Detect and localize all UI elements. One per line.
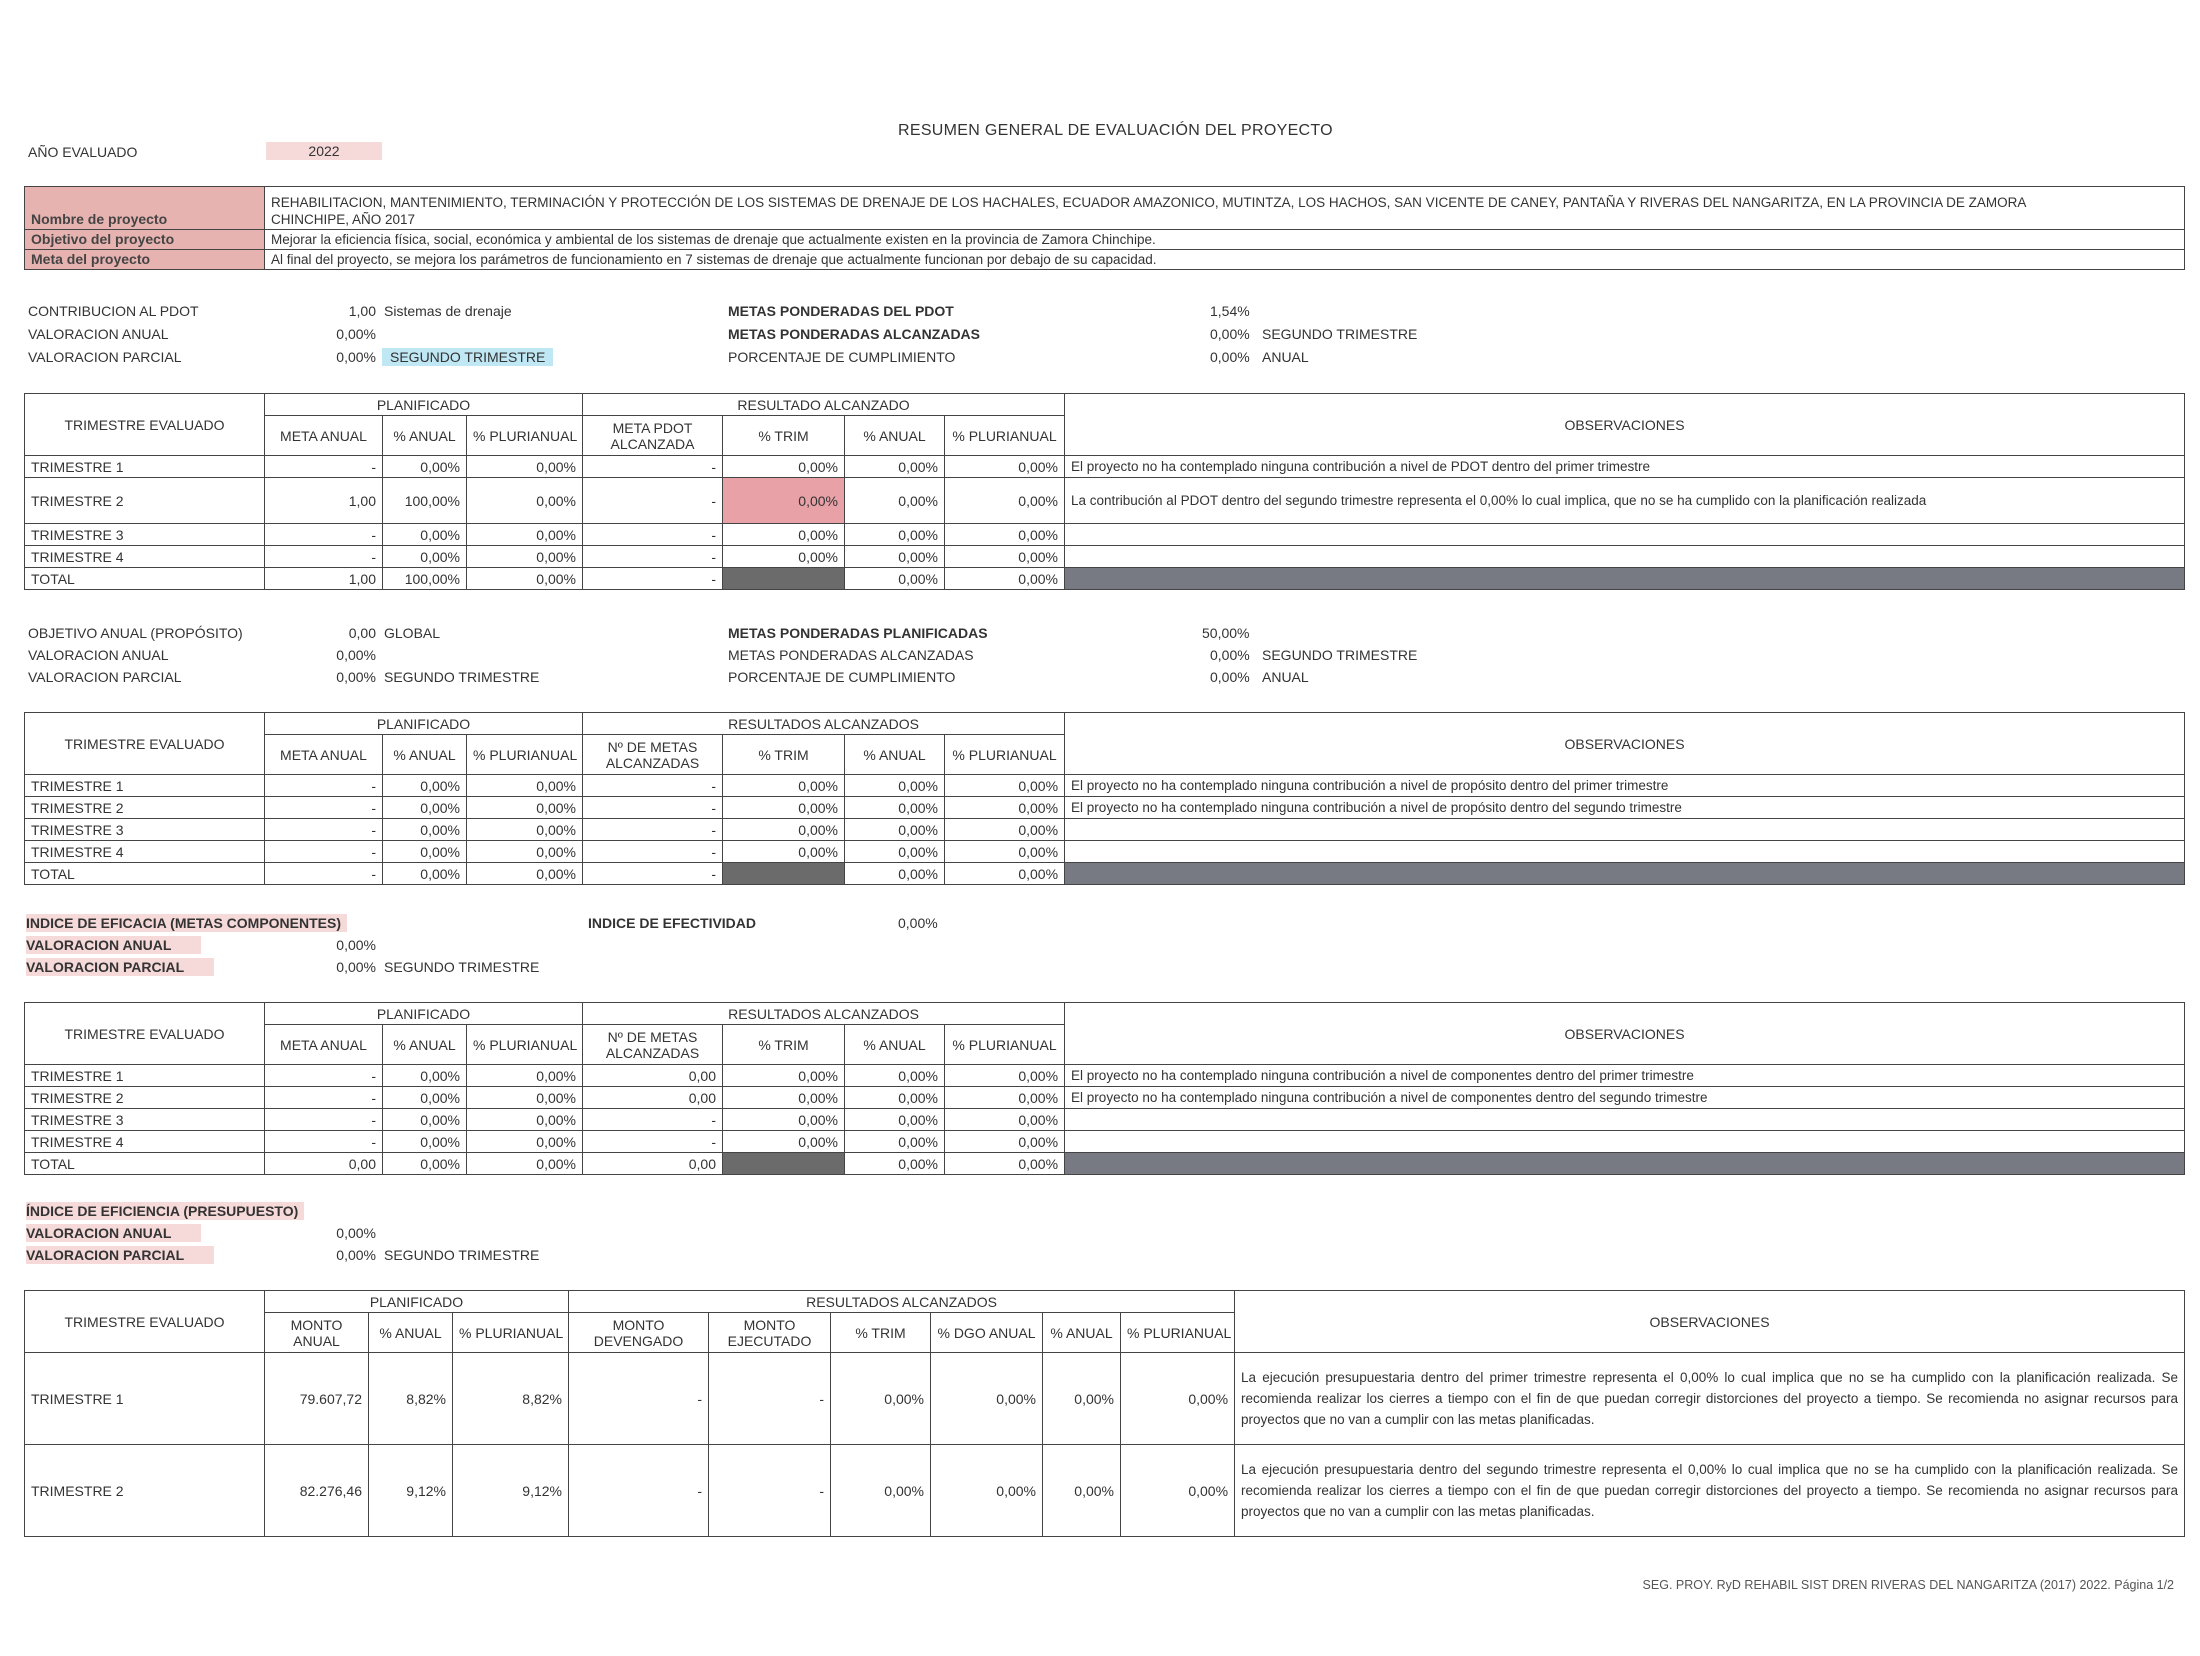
cell-period: TRIMESTRE 2	[25, 478, 265, 524]
cell-multiyear-pct: 0,00%	[467, 524, 583, 546]
cell-annual-goal: -	[265, 524, 383, 546]
cell-period: TRIMESTRE 3	[25, 819, 265, 841]
table-total-row	[25, 1153, 2185, 1175]
col-result-annual-pct: % ANUAL	[1043, 1313, 1121, 1353]
efficiency-partial-value: 0,00%	[336, 1247, 376, 1263]
col-observations: OBSERVACIONES	[1065, 1003, 2185, 1065]
cell-observation	[1065, 524, 2185, 546]
cell-observation: La ejecución presupuestaria dentro del primer trimestre representa el 0,00% lo cual implica que no se ha cumplido con la planificación realizada. Se recomienda realizar los cierres a tiempo con el fin de que puedan corregir distorciones del proyecto a tiempo. Se recomienda no asignar recursos para proyectos que no van a cumplir con las metas planificadas.	[1235, 1353, 2185, 1445]
col-period: TRIMESTRE EVALUADO	[25, 1003, 265, 1065]
cell-annual-goal: 1,00	[265, 568, 383, 590]
cell-result-multiyear-pct: 0,00%	[945, 568, 1065, 590]
cell-goal-achieved: -	[583, 456, 723, 478]
project-objective-row	[25, 230, 2185, 250]
cell-period: TRIMESTRE 2	[25, 797, 265, 819]
cell-period: TRIMESTRE 3	[25, 524, 265, 546]
cell-annual-goal: -	[265, 1131, 383, 1153]
cell-result-multiyear-pct: 0,00%	[945, 546, 1065, 568]
efficacy-partial-period: SEGUNDO TRIMESTRE	[384, 959, 540, 975]
cell-quarter-pct: 0,00%	[723, 1131, 845, 1153]
table-row	[25, 546, 2185, 568]
efficacy-annual-label: VALORACION ANUAL	[26, 936, 201, 954]
pdot-weighted-goals-value: 1,54%	[1210, 303, 1250, 319]
cell-period: TRIMESTRE 4	[25, 1131, 265, 1153]
cell-result-multiyear-pct: 0,00%	[945, 1109, 1065, 1131]
cell-quarter-pct-total	[723, 1153, 845, 1175]
cell-annual-pct: 100,00%	[383, 478, 467, 524]
cell-multiyear-pct: 0,00%	[467, 478, 583, 524]
cell-multiyear-pct: 9,12%	[453, 1445, 569, 1537]
col-observations: OBSERVACIONES	[1065, 394, 2185, 456]
cell-result-annual-pct: 0,00%	[845, 546, 945, 568]
col-quarter-pct: % TRIM	[723, 416, 845, 456]
col-result-multiyear-pct: % PLURIANUAL	[945, 416, 1065, 456]
cell-period: TOTAL	[25, 568, 265, 590]
table-total-row	[25, 568, 2185, 590]
cell-observation: El proyecto no ha contemplado ninguna contribución a nivel de PDOT dentro del primer trimestre	[1065, 456, 2185, 478]
cell-result-multiyear-pct: 0,00%	[945, 478, 1065, 524]
table-total-row	[25, 863, 2185, 885]
cell-result-multiyear-pct: 0,00%	[1121, 1353, 1235, 1445]
cell-goal-achieved: -	[583, 524, 723, 546]
cell-annual-goal: -	[265, 775, 383, 797]
cell-quarter-pct: 0,00%	[723, 775, 845, 797]
purpose-compliance-label: PORCENTAJE DE CUMPLIMIENTO	[728, 669, 956, 685]
cell-executed-amount: -	[709, 1353, 831, 1445]
cell-annual-pct: 0,00%	[383, 1065, 467, 1087]
cell-goals-achieved: -	[583, 797, 723, 819]
col-annual-goal: META ANUAL	[265, 416, 383, 456]
cell-annual-pct: 0,00%	[383, 797, 467, 819]
col-result: RESULTADOS ALCANZADOS	[583, 1003, 1065, 1025]
pdot-contribution-value: 1,00	[348, 303, 376, 319]
purpose-partial-period: SEGUNDO TRIMESTRE	[384, 669, 540, 685]
cell-observation: La contribución al PDOT dentro del segundo trimestre representa el 0,00% lo cual implica, que no se ha cumplido con la planificación realizada	[1065, 478, 2185, 524]
budget-quarter-table	[24, 1290, 2185, 1537]
cell-multiyear-pct: 0,00%	[467, 1109, 583, 1131]
cell-result-annual-pct: 0,00%	[845, 1087, 945, 1109]
pdot-partial-value: 0,00%	[336, 349, 376, 365]
cell-result-annual-pct: 0,00%	[845, 775, 945, 797]
cell-period: TRIMESTRE 1	[25, 775, 265, 797]
cell-result-annual-pct: 0,00%	[845, 819, 945, 841]
cell-period: TRIMESTRE 2	[25, 1445, 265, 1537]
cell-period: TOTAL	[25, 863, 265, 885]
table-row	[25, 478, 2185, 524]
purpose-quarter-table	[24, 712, 2185, 885]
col-planned: PLANIFICADO	[265, 1003, 583, 1025]
cell-annual-goal: -	[265, 863, 383, 885]
cell-annual-goal: -	[265, 1087, 383, 1109]
cell-annual-pct: 0,00%	[383, 1087, 467, 1109]
col-result: RESULTADOS ALCANZADOS	[583, 713, 1065, 735]
cell-result-multiyear-pct: 0,00%	[945, 1153, 1065, 1175]
table-row	[25, 1065, 2185, 1087]
pdot-compliance-period: ANUAL	[1262, 349, 1309, 365]
cell-annual-pct: 0,00%	[383, 863, 467, 885]
col-goal-achieved: META PDOT ALCANZADA	[583, 416, 723, 456]
cell-annual-pct: 0,00%	[383, 1109, 467, 1131]
page-title: RESUMEN GENERAL DE EVALUACIÓN DEL PROYECTO	[898, 122, 1333, 139]
pdot-achieved-goals-label: METAS PONDERADAS ALCANZADAS	[728, 326, 980, 342]
col-planned: PLANIFICADO	[265, 394, 583, 416]
efficacy-partial-label: VALORACION PARCIAL	[26, 958, 214, 976]
cell-result-multiyear-pct: 0,00%	[945, 1087, 1065, 1109]
efficiency-index-label: ÍNDICE DE EFICIENCIA (PRESUPUESTO)	[26, 1202, 304, 1220]
col-result-annual-pct: % ANUAL	[845, 416, 945, 456]
effectiveness-index-value: 0,00%	[898, 915, 938, 931]
cell-annual-pct: 0,00%	[383, 546, 467, 568]
cell-goal-achieved: -	[583, 478, 723, 524]
purpose-objective-label: OBJETIVO ANUAL (PROPÓSITO)	[28, 625, 243, 641]
purpose-objective-value: 0,00	[348, 625, 376, 641]
cell-observation: El proyecto no ha contemplado ninguna contribución a nivel de propósito dentro del segundo trimestre	[1065, 797, 2185, 819]
cell-result-annual-pct: 0,00%	[1043, 1445, 1121, 1537]
cell-result-annual-pct: 0,00%	[845, 1131, 945, 1153]
efficiency-annual-label: VALORACION ANUAL	[26, 1224, 201, 1242]
pdot-quarter-table	[24, 393, 2185, 590]
cell-observation-total	[1065, 1153, 2185, 1175]
cell-result-multiyear-pct: 0,00%	[945, 1131, 1065, 1153]
purpose-partial-label: VALORACION PARCIAL	[28, 669, 182, 685]
cell-goals-achieved: -	[583, 1109, 723, 1131]
purpose-objective-unit: GLOBAL	[384, 625, 441, 641]
project-name-label: Nombre de proyecto	[25, 187, 265, 230]
cell-annual-goal: 1,00	[265, 478, 383, 524]
cell-annual-goal: -	[265, 841, 383, 863]
cell-goals-achieved: -	[583, 819, 723, 841]
col-accrued-amount: MONTO DEVENGADO	[569, 1313, 709, 1353]
col-multiyear-pct: % PLURIANUAL	[467, 1025, 583, 1065]
col-annual-pct: % ANUAL	[383, 416, 467, 456]
cell-result-multiyear-pct: 0,00%	[945, 456, 1065, 478]
cell-quarter-pct: 0,00%	[723, 819, 845, 841]
col-quarter-pct: % TRIM	[831, 1313, 931, 1353]
pdot-compliance-label: PORCENTAJE DE CUMPLIMIENTO	[728, 349, 956, 365]
cell-quarter-pct-total	[723, 568, 845, 590]
cell-quarter-pct: 0,00%	[723, 1087, 845, 1109]
cell-annual-goal: -	[265, 456, 383, 478]
cell-goal-achieved: -	[583, 568, 723, 590]
col-result-annual-pct: % ANUAL	[845, 735, 945, 775]
col-quarter-pct: % TRIM	[723, 735, 845, 775]
cell-executed-amount: -	[709, 1445, 831, 1537]
cell-multiyear-pct: 8,82%	[453, 1353, 569, 1445]
purpose-achieved-period: SEGUNDO TRIMESTRE	[1262, 647, 1418, 663]
project-name-value	[265, 187, 2185, 230]
col-goals-achieved: Nº DE METAS ALCANZADAS	[583, 1025, 723, 1065]
col-period: TRIMESTRE EVALUADO	[25, 713, 265, 775]
cell-annual-goal: -	[265, 1109, 383, 1131]
col-goals-achieved: Nº DE METAS ALCANZADAS	[583, 735, 723, 775]
cell-quarter-pct: 0,00%	[723, 1065, 845, 1087]
cell-result-annual-pct: 0,00%	[845, 478, 945, 524]
cell-quarter-pct-total	[723, 863, 845, 885]
cell-result-annual-pct: 0,00%	[845, 1153, 945, 1175]
table-row	[25, 841, 2185, 863]
cell-result-annual-pct: 0,00%	[845, 568, 945, 590]
project-name-row	[25, 187, 2185, 230]
col-planned: PLANIFICADO	[265, 713, 583, 735]
cell-multiyear-pct: 0,00%	[467, 863, 583, 885]
purpose-achieved-label: METAS PONDERADAS ALCANZADAS	[728, 647, 974, 663]
cell-observation-total	[1065, 568, 2185, 590]
col-result-multiyear-pct: % PLURIANUAL	[945, 1025, 1065, 1065]
col-annual-pct: % ANUAL	[383, 1025, 467, 1065]
pdot-achieved-goals-value: 0,00%	[1210, 326, 1250, 342]
cell-quarter-pct: 0,00%	[723, 797, 845, 819]
table-row	[25, 1109, 2185, 1131]
col-result-multiyear-pct: % PLURIANUAL	[1121, 1313, 1235, 1353]
cell-annual-goal: -	[265, 546, 383, 568]
efficacy-index-label: INDICE DE EFICACIA (METAS COMPONENTES)	[26, 914, 347, 932]
page-footer: SEG. PROY. RyD REHABIL SIST DREN RIVERAS DEL NANGARITZA (2017) 2022. Página 1/2	[1642, 1578, 2174, 1592]
cell-result-annual-pct: 0,00%	[845, 841, 945, 863]
pdot-annual-value: 0,00%	[336, 326, 376, 342]
purpose-compliance-period: ANUAL	[1262, 669, 1309, 685]
col-accrued-annual-pct: % DGO ANUAL	[931, 1313, 1043, 1353]
col-result: RESULTADO ALCANZADO	[583, 394, 1065, 416]
cell-observation	[1065, 1109, 2185, 1131]
cell-quarter-pct: 0,00%	[723, 546, 845, 568]
col-result-multiyear-pct: % PLURIANUAL	[945, 735, 1065, 775]
pdot-contribution-label: CONTRIBUCION AL PDOT	[28, 303, 199, 319]
project-info-table	[24, 186, 2185, 270]
cell-quarter-pct-highlight: 0,00%	[723, 478, 845, 524]
cell-observation	[1065, 841, 2185, 863]
cell-annual-pct: 0,00%	[383, 819, 467, 841]
cell-accrued-amount: -	[569, 1353, 709, 1445]
cell-multiyear-pct: 0,00%	[467, 775, 583, 797]
efficacy-annual-value: 0,00%	[336, 937, 376, 953]
purpose-partial-value: 0,00%	[336, 669, 376, 685]
col-annual-goal: META ANUAL	[265, 735, 383, 775]
table-row	[25, 775, 2185, 797]
cell-period: TRIMESTRE 1	[25, 1353, 265, 1445]
year-value: 2022	[266, 142, 382, 160]
cell-observation: El proyecto no ha contemplado ninguna contribución a nivel de componentes dentro del segundo trimestre	[1065, 1087, 2185, 1109]
cell-result-multiyear-pct: 0,00%	[945, 1065, 1065, 1087]
cell-goal-achieved: -	[583, 546, 723, 568]
project-goal-label: Meta del proyecto	[25, 250, 265, 270]
cell-multiyear-pct: 0,00%	[467, 819, 583, 841]
project-goal-value: Al final del proyecto, se mejora los parámetros de funcionamiento en 7 sistemas de drenaje que actualmente funcionan por debajo de su capacidad.	[265, 250, 2185, 270]
cell-annual-amount: 79.607,72	[265, 1353, 369, 1445]
col-result: RESULTADOS ALCANZADOS	[569, 1291, 1235, 1313]
col-multiyear-pct: % PLURIANUAL	[453, 1313, 569, 1353]
pdot-weighted-goals-label: METAS PONDERADAS DEL PDOT	[728, 303, 954, 319]
cell-result-multiyear-pct: 0,00%	[945, 819, 1065, 841]
cell-result-multiyear-pct: 0,00%	[945, 863, 1065, 885]
cell-annual-pct: 0,00%	[383, 841, 467, 863]
table-row	[25, 1087, 2185, 1109]
col-planned: PLANIFICADO	[265, 1291, 569, 1313]
cell-goals-achieved: 0,00	[583, 1065, 723, 1087]
efficiency-annual-value: 0,00%	[336, 1225, 376, 1241]
col-annual-pct: % ANUAL	[369, 1313, 453, 1353]
cell-observation-total	[1065, 863, 2185, 885]
cell-result-annual-pct: 0,00%	[845, 1109, 945, 1131]
col-multiyear-pct: % PLURIANUAL	[467, 735, 583, 775]
cell-annual-goal: -	[265, 819, 383, 841]
cell-annual-goal: 0,00	[265, 1153, 383, 1175]
cell-annual-pct: 0,00%	[383, 1153, 467, 1175]
cell-annual-pct: 0,00%	[383, 775, 467, 797]
pdot-partial-period: SEGUNDO TRIMESTRE	[382, 348, 553, 366]
table-row	[25, 1353, 2185, 1445]
cell-multiyear-pct: 0,00%	[467, 568, 583, 590]
purpose-achieved-value: 0,00%	[1210, 647, 1250, 663]
efficacy-partial-value: 0,00%	[336, 959, 376, 975]
table-row	[25, 797, 2185, 819]
cell-quarter-pct: 0,00%	[723, 524, 845, 546]
cell-accrued-amount: -	[569, 1445, 709, 1537]
cell-multiyear-pct: 0,00%	[467, 456, 583, 478]
cell-result-annual-pct: 0,00%	[845, 1065, 945, 1087]
cell-accrued-annual-pct: 0,00%	[931, 1353, 1043, 1445]
cell-quarter-pct: 0,00%	[723, 841, 845, 863]
cell-annual-pct: 100,00%	[383, 568, 467, 590]
cell-annual-pct: 0,00%	[383, 524, 467, 546]
cell-quarter-pct: 0,00%	[723, 1109, 845, 1131]
project-goal-row	[25, 250, 2185, 270]
col-quarter-pct: % TRIM	[723, 1025, 845, 1065]
components-quarter-table	[24, 1002, 2185, 1175]
cell-observation: El proyecto no ha contemplado ninguna contribución a nivel de componentes dentro del primer trimestre	[1065, 1065, 2185, 1087]
col-multiyear-pct: % PLURIANUAL	[467, 416, 583, 456]
project-objective-value: Mejorar la eficiencia física, social, económica y ambiental de los sistemas de drenaje que actualmente existen en la provincia de Zamora Chinchipe.	[265, 230, 2185, 250]
cell-observation: El proyecto no ha contemplado ninguna contribución a nivel de propósito dentro del primer trimestre	[1065, 775, 2185, 797]
cell-annual-pct: 9,12%	[369, 1445, 453, 1537]
cell-period: TRIMESTRE 4	[25, 546, 265, 568]
cell-annual-amount: 82.276,46	[265, 1445, 369, 1537]
cell-annual-pct: 0,00%	[383, 456, 467, 478]
purpose-annual-value: 0,00%	[336, 647, 376, 663]
cell-quarter-pct: 0,00%	[723, 456, 845, 478]
cell-goals-achieved: 0,00	[583, 1087, 723, 1109]
table-row	[25, 1131, 2185, 1153]
cell-goals-achieved: -	[583, 775, 723, 797]
cell-result-multiyear-pct: 0,00%	[945, 775, 1065, 797]
col-annual-amount: MONTO ANUAL	[265, 1313, 369, 1353]
cell-result-annual-pct: 0,00%	[845, 456, 945, 478]
col-annual-pct: % ANUAL	[383, 735, 467, 775]
col-observations: OBSERVACIONES	[1235, 1291, 2185, 1353]
cell-multiyear-pct: 0,00%	[467, 1065, 583, 1087]
table-row	[25, 819, 2185, 841]
cell-result-multiyear-pct: 0,00%	[945, 797, 1065, 819]
purpose-weighted-planned-value: 50,00%	[1202, 625, 1250, 641]
purpose-compliance-value: 0,00%	[1210, 669, 1250, 685]
cell-multiyear-pct: 0,00%	[467, 1153, 583, 1175]
pdot-achieved-goals-period: SEGUNDO TRIMESTRE	[1262, 326, 1418, 342]
table-row	[25, 524, 2185, 546]
col-observations: OBSERVACIONES	[1065, 713, 2185, 775]
col-period: TRIMESTRE EVALUADO	[25, 394, 265, 456]
pdot-contribution-unit: Sistemas de drenaje	[384, 303, 512, 319]
cell-multiyear-pct: 0,00%	[467, 1087, 583, 1109]
efficiency-partial-label: VALORACION PARCIAL	[26, 1246, 214, 1264]
col-executed-amount: MONTO EJECUTADO	[709, 1313, 831, 1353]
pdot-compliance-value: 0,00%	[1210, 349, 1250, 365]
cell-annual-pct: 8,82%	[369, 1353, 453, 1445]
cell-result-multiyear-pct: 0,00%	[945, 524, 1065, 546]
cell-multiyear-pct: 0,00%	[467, 797, 583, 819]
cell-period: TRIMESTRE 4	[25, 841, 265, 863]
cell-annual-pct: 0,00%	[383, 1131, 467, 1153]
pdot-partial-label: VALORACION PARCIAL	[28, 349, 182, 365]
cell-goals-achieved: 0,00	[583, 1153, 723, 1175]
cell-period: TRIMESTRE 3	[25, 1109, 265, 1131]
col-period: TRIMESTRE EVALUADO	[25, 1291, 265, 1353]
effectiveness-index-label: INDICE DE EFECTIVIDAD	[588, 915, 757, 931]
cell-annual-goal: -	[265, 1065, 383, 1087]
cell-period: TRIMESTRE 1	[25, 1065, 265, 1087]
cell-result-multiyear-pct: 0,00%	[945, 841, 1065, 863]
cell-observation	[1065, 546, 2185, 568]
purpose-annual-label: VALORACION ANUAL	[28, 647, 169, 663]
cell-goals-achieved: -	[583, 1131, 723, 1153]
cell-accrued-annual-pct: 0,00%	[931, 1445, 1043, 1537]
cell-observation	[1065, 819, 2185, 841]
cell-period: TOTAL	[25, 1153, 265, 1175]
table-row	[25, 1445, 2185, 1537]
col-result-annual-pct: % ANUAL	[845, 1025, 945, 1065]
efficiency-partial-period: SEGUNDO TRIMESTRE	[384, 1247, 540, 1263]
cell-quarter-pct: 0,00%	[831, 1445, 931, 1537]
pdot-annual-label: VALORACION ANUAL	[28, 326, 169, 342]
year-label: AÑO EVALUADO	[28, 144, 138, 160]
cell-observation	[1065, 1131, 2185, 1153]
cell-period: TRIMESTRE 1	[25, 456, 265, 478]
cell-observation: La ejecución presupuestaria dentro del segundo trimestre representa el 0,00% lo cual implica que no se ha cumplido con la planificación realizada. Se recomienda realizar los cierres a tiempo con el fin de que puedan corregir distorciones del proyecto a tiempo. Se recomienda no asignar recursos para proyectos que no van a cumplir con las metas planificadas.	[1235, 1445, 2185, 1537]
project-name-line-2: CHINCHIPE, AÑO 2017	[271, 212, 416, 227]
cell-multiyear-pct: 0,00%	[467, 1131, 583, 1153]
cell-multiyear-pct: 0,00%	[467, 841, 583, 863]
cell-multiyear-pct: 0,00%	[467, 546, 583, 568]
cell-goals-achieved: -	[583, 863, 723, 885]
cell-period: TRIMESTRE 2	[25, 1087, 265, 1109]
project-name-line-1: REHABILITACION, MANTENIMIENTO, TERMINACIÓN Y PROTECCIÓN DE LOS SISTEMAS DE DRENAJE DE LOS HACHALES, ECUADOR AMAZONICO, MUTINTZA, LOS HACHOS, SAN VICENTE DE CANEY, PANTAÑA Y RIVERAS DEL NANGARITZA, EN LA PROVINCIA DE ZAMORA	[271, 195, 2027, 210]
cell-result-annual-pct: 0,00%	[845, 524, 945, 546]
cell-goals-achieved: -	[583, 841, 723, 863]
cell-result-multiyear-pct: 0,00%	[1121, 1445, 1235, 1537]
purpose-weighted-planned-label: METAS PONDERADAS PLANIFICADAS	[728, 625, 988, 641]
cell-quarter-pct: 0,00%	[831, 1353, 931, 1445]
table-row	[25, 456, 2185, 478]
cell-annual-goal: -	[265, 797, 383, 819]
col-annual-goal: META ANUAL	[265, 1025, 383, 1065]
project-objective-label: Objetivo del proyecto	[25, 230, 265, 250]
cell-result-annual-pct: 0,00%	[1043, 1353, 1121, 1445]
cell-result-annual-pct: 0,00%	[845, 797, 945, 819]
cell-result-annual-pct: 0,00%	[845, 863, 945, 885]
